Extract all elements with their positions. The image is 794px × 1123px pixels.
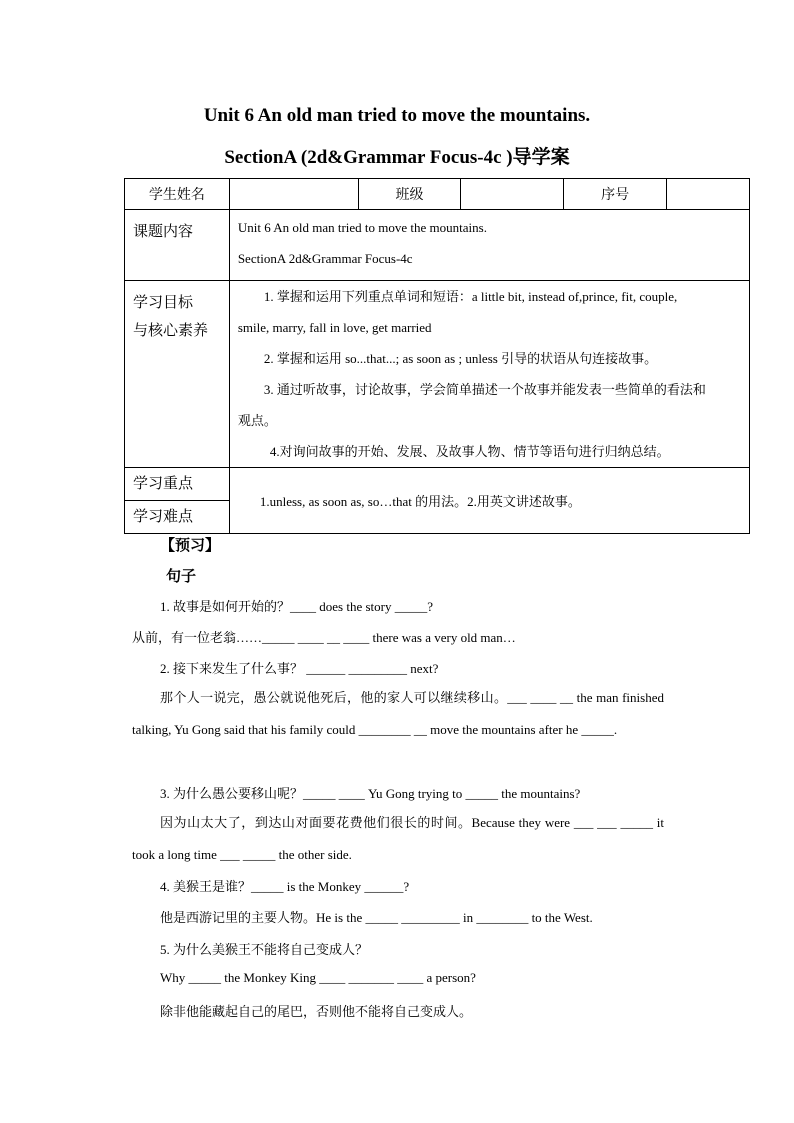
- topic-label: 课题内容: [125, 210, 230, 281]
- answer-1: 从前，有一位老翁……_____ ____ __ ____ there was a very old man…: [132, 630, 516, 645]
- question-2: 2. 接下来发生了什么事？ ______ _________ next?: [160, 661, 439, 676]
- topic-line-1: Unit 6 An old man tried to move the mountains.: [237, 220, 487, 235]
- class-label: 班级: [358, 179, 461, 210]
- key-points-content: 1.unless, as soon as, so…that 的用法。2.用英文讲述故事。: [229, 468, 749, 534]
- question-4: 4. 美猴王是谁？_____ is the Monkey ______?: [160, 879, 410, 894]
- objectives-label-line-1: 学习目标: [133, 295, 194, 311]
- objective-3a: 3. 通过听故事，讨论故事，学会简单描述一个故事并能发表一些简单的看法和: [263, 382, 706, 397]
- sentences-heading: 句子: [166, 569, 197, 585]
- objectives-label: [125, 281, 230, 468]
- question-5: 5. 为什么美猴王不能将自己变成人？: [160, 942, 369, 957]
- objective-4: 4.对询问故事的开始、发展、及故事人物、情节等语句进行归纳总结。: [269, 444, 670, 459]
- info-table: [124, 178, 750, 534]
- objective-1a: 1. 掌握和运用下列重点单词和短语：a little bit, instead of,prince, fit, couple,: [263, 289, 678, 304]
- question-3: 3. 为什么愚公要移山呢？_____ ____ Yu Gong trying to _____ the mountains?: [160, 786, 581, 801]
- answer-2: 那个人一说完，愚公就说他死后，他的家人可以继续移山。___ ____ __ the man finished talking, Yu Gong said that his family could ________ __ move the mountains after he _____.: [132, 690, 664, 737]
- objective-1b: smile, marry, fall in love, get married: [237, 320, 432, 335]
- page-subtitle: SectionA (2d&Grammar Focus-4c )导学案: [224, 147, 570, 168]
- page-title: Unit 6 An old man tried to move the mountains.: [203, 105, 591, 126]
- objectives-content: [229, 281, 749, 468]
- objective-3b: 观点。: [237, 413, 277, 428]
- difficult-points-label: 学习难点: [125, 501, 230, 534]
- question-1: 1. 故事是如何开始的？____ does the story _____?: [160, 599, 433, 614]
- topic-line-2: SectionA 2d&Grammar Focus-4c: [237, 251, 413, 266]
- seat-number-label: 序号: [564, 179, 667, 210]
- answer-4: 他是西游记里的主要人物。He is the _____ _________ in ________ to the West.: [160, 910, 593, 925]
- objectives-label-line-2: 与核心素养: [133, 323, 209, 339]
- objective-2: 2. 掌握和运用 so...that...; as soon as ; unless 引导的状语从句连接故事。: [263, 351, 658, 366]
- student-name-field[interactable]: [229, 179, 358, 210]
- answer-3: 因为山太大了，到达山对面要花费他们很长的时间。Because they were ___ ___ _____ it took a long time ___ _____ the other side.: [132, 815, 664, 862]
- class-field[interactable]: [461, 179, 564, 210]
- topic-content: [229, 210, 749, 281]
- student-name-label: 学生姓名: [125, 179, 230, 210]
- question-5-english: Why _____ the Monkey King ____ _______ ____ a person?: [160, 970, 476, 985]
- preview-heading: 【预习】: [160, 538, 221, 554]
- answer-5: 除非他能藏起自己的尾巴，否则他不能将自己变成人。: [160, 1004, 473, 1019]
- key-points-label: 学习重点: [125, 468, 230, 501]
- seat-number-field[interactable]: [667, 179, 750, 210]
